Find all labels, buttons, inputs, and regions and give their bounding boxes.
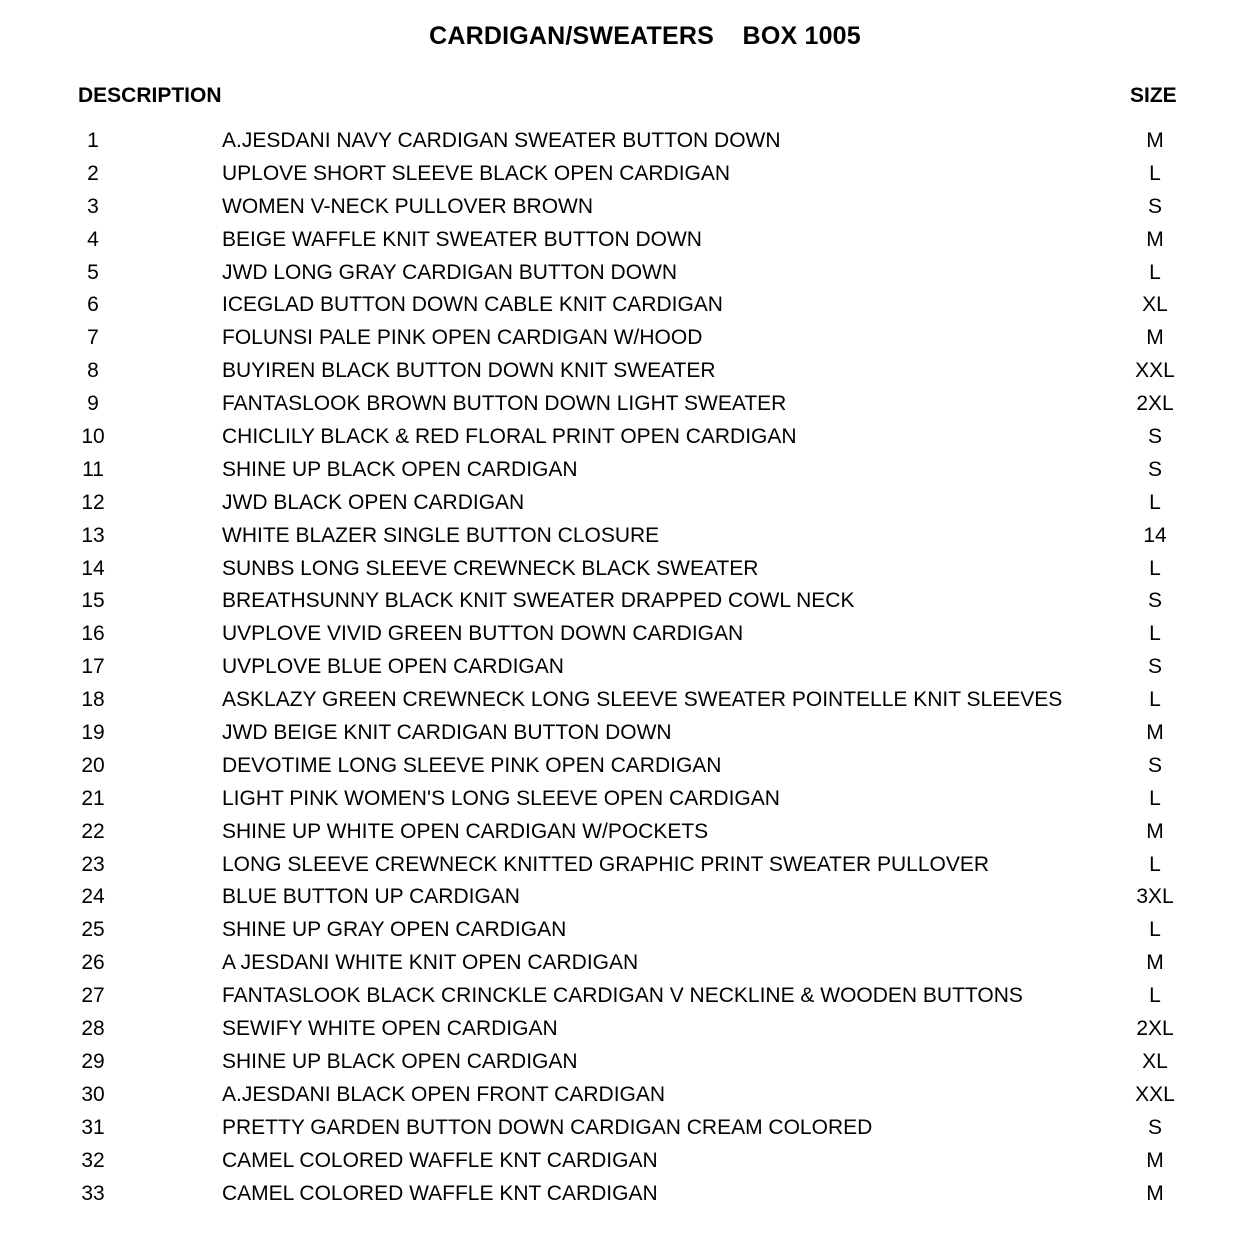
item-size: 3XL [1136, 885, 1174, 909]
item-description: SHINE UP BLACK OPEN CARDIGAN [222, 1049, 578, 1073]
description-column-header: DESCRIPTION [78, 84, 222, 107]
list-item [0, 158, 1254, 191]
item-number: 28 [81, 1017, 105, 1041]
list-item [0, 717, 1254, 750]
list-item [0, 125, 1254, 158]
item-description: ASKLAZY GREEN CREWNECK LONG SLEEVE SWEATER POINTELLE KNIT SLEEVES [222, 688, 1063, 712]
list-item [0, 553, 1254, 586]
item-number: 24 [81, 885, 105, 909]
item-size: XL [1142, 1049, 1168, 1073]
list-item [0, 849, 1254, 882]
list-item [0, 520, 1254, 553]
item-description: CAMEL COLORED WAFFLE KNT CARDIGAN [222, 1181, 658, 1205]
item-size: L [1149, 490, 1161, 514]
list-item [0, 191, 1254, 224]
item-size: L [1149, 161, 1161, 185]
list-item [0, 224, 1254, 257]
item-size: S [1147, 1115, 1162, 1139]
item-description: LONG SLEEVE CREWNECK KNITTED GRAPHIC PRINT SWEATER PULLOVER [222, 852, 990, 876]
item-size: L [1149, 918, 1161, 942]
item-size: 2XL [1136, 392, 1174, 416]
item-description: SUNBS LONG SLEEVE CREWNECK BLACK SWEATER [222, 556, 759, 580]
item-number: 4 [87, 227, 99, 251]
list-item [0, 783, 1254, 816]
size-column-header: SIZE [1130, 84, 1177, 107]
item-number: 13 [81, 523, 105, 547]
item-description: CHICLILY BLACK & RED FLORAL PRINT OPEN CARDIGAN [222, 425, 797, 449]
item-number: 15 [81, 589, 105, 613]
item-description: SEWIFY WHITE OPEN CARDIGAN [222, 1017, 558, 1041]
item-number: 8 [87, 359, 99, 383]
item-description: BLUE BUTTON UP CARDIGAN [222, 885, 520, 909]
list-item [0, 750, 1254, 783]
item-number: 5 [87, 260, 99, 284]
item-description: BREATHSUNNY BLACK KNIT SWEATER DRAPPED COWL NECK [222, 589, 855, 613]
item-size: L [1149, 556, 1161, 580]
item-number: 16 [81, 622, 105, 646]
item-number: 21 [81, 786, 105, 810]
item-description: UVPLOVE VIVID GREEN BUTTON DOWN CARDIGAN [222, 622, 744, 646]
item-number: 25 [81, 918, 105, 942]
item-number: 12 [81, 490, 105, 514]
item-description: A.JESDANI NAVY CARDIGAN SWEATER BUTTON DOWN [222, 129, 781, 152]
item-description: A JESDANI WHITE KNIT OPEN CARDIGAN [222, 951, 639, 975]
item-number: 33 [81, 1181, 105, 1205]
item-size: L [1149, 852, 1161, 876]
item-description: SHINE UP GRAY OPEN CARDIGAN [222, 918, 567, 942]
list-item [0, 487, 1254, 520]
item-description: BUYIREN BLACK BUTTON DOWN KNIT SWEATER [222, 359, 716, 383]
list-item [0, 1178, 1254, 1211]
item-description: BEIGE WAFFLE KNIT SWEATER BUTTON DOWN [222, 227, 702, 251]
page-title: CARDIGAN/SWEATERS BOX 1005 [429, 22, 861, 50]
list-item [0, 388, 1254, 421]
item-number: 18 [81, 688, 105, 712]
item-number: 22 [81, 819, 105, 843]
item-number: 27 [81, 984, 105, 1008]
item-size: M [1146, 721, 1164, 745]
item-size: L [1149, 786, 1161, 810]
item-number: 32 [81, 1148, 105, 1172]
item-size: M [1146, 951, 1164, 975]
list-item [0, 1013, 1254, 1046]
item-size: XXL [1135, 1082, 1175, 1106]
item-description: LIGHT PINK WOMEN'S LONG SLEEVE OPEN CARDIGAN [222, 786, 780, 810]
item-size: S [1147, 194, 1162, 218]
item-number: 14 [81, 556, 105, 580]
item-number: 1 [87, 129, 99, 152]
item-size: M [1146, 1181, 1164, 1205]
item-description: FOLUNSI PALE PINK OPEN CARDIGAN W/HOOD [222, 326, 703, 350]
item-number: 20 [81, 753, 105, 777]
list-item [0, 421, 1254, 454]
item-number: 11 [82, 457, 104, 481]
item-size: XL [1142, 293, 1168, 317]
list-item [0, 684, 1254, 717]
list-item [0, 322, 1254, 355]
item-size: L [1149, 688, 1161, 712]
item-size: 2XL [1136, 1017, 1174, 1041]
item-description: JWD BLACK OPEN CARDIGAN [222, 490, 525, 514]
item-size: L [1149, 984, 1161, 1008]
item-number: 17 [81, 655, 105, 679]
item-description: UPLOVE SHORT SLEEVE BLACK OPEN CARDIGAN [222, 161, 731, 185]
item-description: CAMEL COLORED WAFFLE KNT CARDIGAN [222, 1148, 658, 1172]
list-item [0, 816, 1254, 849]
list-item [0, 980, 1254, 1013]
list-item [0, 947, 1254, 980]
item-number: 9 [87, 392, 99, 416]
list-item [0, 585, 1254, 618]
item-size: M [1146, 1148, 1164, 1172]
list-item [0, 1046, 1254, 1079]
item-description: DEVOTIME LONG SLEEVE PINK OPEN CARDIGAN [222, 753, 722, 777]
item-number: 23 [81, 852, 105, 876]
list-item [0, 1145, 1254, 1178]
list-item [0, 651, 1254, 684]
list-item [0, 1079, 1254, 1112]
item-description: FANTASLOOK BROWN BUTTON DOWN LIGHT SWEATER [222, 392, 787, 416]
item-description: SHINE UP BLACK OPEN CARDIGAN [222, 457, 578, 481]
item-description: FANTASLOOK BLACK CRINCKLE CARDIGAN V NECKLINE & WOODEN BUTTONS [222, 984, 1023, 1008]
list-item [0, 355, 1254, 388]
list-item [0, 618, 1254, 651]
item-description: JWD BEIGE KNIT CARDIGAN BUTTON DOWN [222, 721, 672, 745]
item-description: WHITE BLAZER SINGLE BUTTON CLOSURE [222, 523, 660, 547]
item-description: WOMEN V-NECK PULLOVER BROWN [222, 194, 594, 218]
item-number: 3 [87, 194, 99, 218]
list-item [0, 257, 1254, 290]
item-list [0, 125, 1254, 1210]
item-size: 14 [1143, 523, 1167, 547]
item-size: M [1146, 129, 1164, 152]
item-number: 10 [81, 425, 105, 449]
item-size: M [1146, 326, 1164, 350]
item-size: S [1147, 655, 1162, 679]
item-size: S [1147, 753, 1162, 777]
item-size: S [1147, 589, 1162, 613]
item-number: 6 [87, 293, 99, 317]
item-size: L [1149, 622, 1161, 646]
list-item [0, 454, 1254, 487]
list-item [0, 1112, 1254, 1145]
item-number: 26 [81, 951, 105, 975]
item-description: UVPLOVE BLUE OPEN CARDIGAN [222, 655, 564, 679]
list-item [0, 881, 1254, 914]
item-size: M [1146, 227, 1164, 251]
item-number: 2 [87, 161, 99, 185]
item-number: 30 [81, 1082, 105, 1106]
item-description: SHINE UP WHITE OPEN CARDIGAN W/POCKETS [222, 819, 709, 843]
item-size: L [1149, 260, 1161, 284]
item-number: 29 [81, 1049, 105, 1073]
item-description: PRETTY GARDEN BUTTON DOWN CARDIGAN CREAM COLORED [222, 1115, 873, 1139]
item-size: XXL [1135, 359, 1175, 383]
item-description: JWD LONG GRAY CARDIGAN BUTTON DOWN [222, 260, 678, 284]
item-size: S [1147, 425, 1162, 449]
item-size: S [1147, 457, 1162, 481]
item-description: A.JESDANI BLACK OPEN FRONT CARDIGAN [222, 1082, 666, 1106]
item-size: M [1146, 819, 1164, 843]
item-number: 31 [81, 1115, 105, 1139]
item-number: 7 [87, 326, 99, 350]
item-description: ICEGLAD BUTTON DOWN CABLE KNIT CARDIGAN [222, 293, 723, 317]
item-number: 19 [81, 721, 105, 745]
list-item [0, 914, 1254, 947]
list-item [0, 289, 1254, 322]
